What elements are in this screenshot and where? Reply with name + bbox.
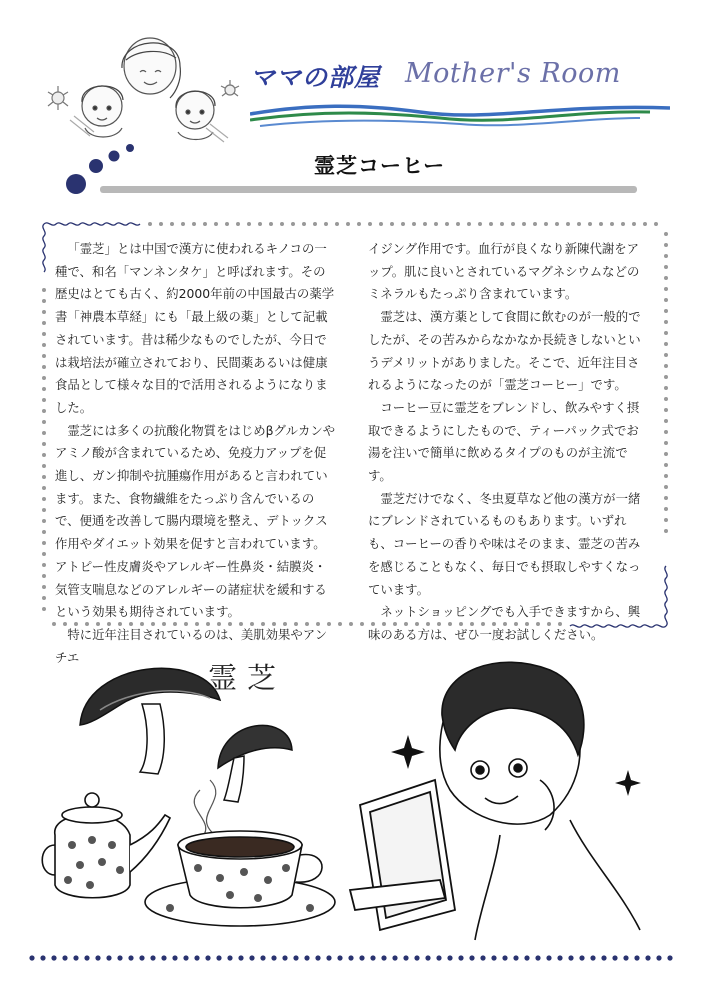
woman-icon (440, 662, 640, 940)
paragraph: 霊芝には多くの抗酸化物質をはじめβグルカンやアミノ酸が含まれているため、免疫力アップを促進し、ガン抑制や抗腫瘍作用があると言われています。また、食物繊維をたっぷり含んでいるので、便通を改善して腸内環境を整え、デトックス作用やダイエット効果を促すと言われています。アトピー性皮膚炎やアレルギー性鼻炎・結膜炎・気管支喘息などのアレルギーの諸症状を緩和するという効果も期待されています。 (55, 422, 336, 620)
paragraph: コーヒー豆に霊芝をブレンドし、飲みやすく摂取できるようにしたもので、ティーパック式でお湯を注いで簡単に飲めるタイプのものが主流です。 (368, 399, 640, 484)
reishi-coffee-illustration (30, 640, 690, 955)
article-title: 霊芝コーヒー (314, 154, 446, 178)
wave-decoration (250, 102, 670, 132)
paragraph: 「霊芝」とは中国で漢方に使われるキノコの一種で、和名「マンネンタケ」と呼ばれます。その歴史はとても古く、約2000年前の中国最古の薬学書「神農本草経」にも「最上級の薬」として記載されています。昔は稀少なものでしたが、今日では栽培法が確立されており、民間薬あるいは健康食品として様々な目的で活用されるようになりました。 (55, 241, 335, 415)
article-column-right (368, 238, 650, 647)
mother-children-illustration (30, 28, 245, 146)
coffee-cup-icon (145, 831, 335, 926)
article-column-left (55, 238, 337, 669)
paragraph: 霊芝だけでなく、冬虫夏草など他の漢方が一緒にブレンドされているものもあります。いずれも、コーヒーの香りや味はそのまま、霊芝の苦みを感じることもなく、毎日でも摂取しやすくなっています。 (368, 490, 641, 597)
paragraph: ネットショッピングでも入手できますから、興味のある方は、ぜひ一度お試しください。 (368, 604, 641, 642)
section-title-jp: ママの部屋 (250, 63, 381, 92)
bottom-dotted-rule (28, 954, 678, 962)
reishi-label: 霊芝 (208, 661, 287, 695)
tablet-icon (350, 780, 455, 930)
paragraph: 霊芝は、漢方薬として食間に飲むのが一般的でしたが、その苦みからなかなか長続きしないというデメリットがありました。そこで、近年注目されるようになったのが「霊芝コーヒー」です。 (368, 309, 641, 393)
teapot-icon (42, 793, 170, 898)
section-title-en: Mother's Room (405, 58, 621, 89)
paragraph: 特に近年注目されているのは、美肌効果やアンチエ (55, 626, 328, 665)
title-underline (100, 186, 637, 193)
paragraph: イジング作用です。血行が良くなり新陳代謝をアップ。肌に良いとされているマグネシウムなどのミネラルもたっぷり含まれています。 (368, 241, 640, 302)
